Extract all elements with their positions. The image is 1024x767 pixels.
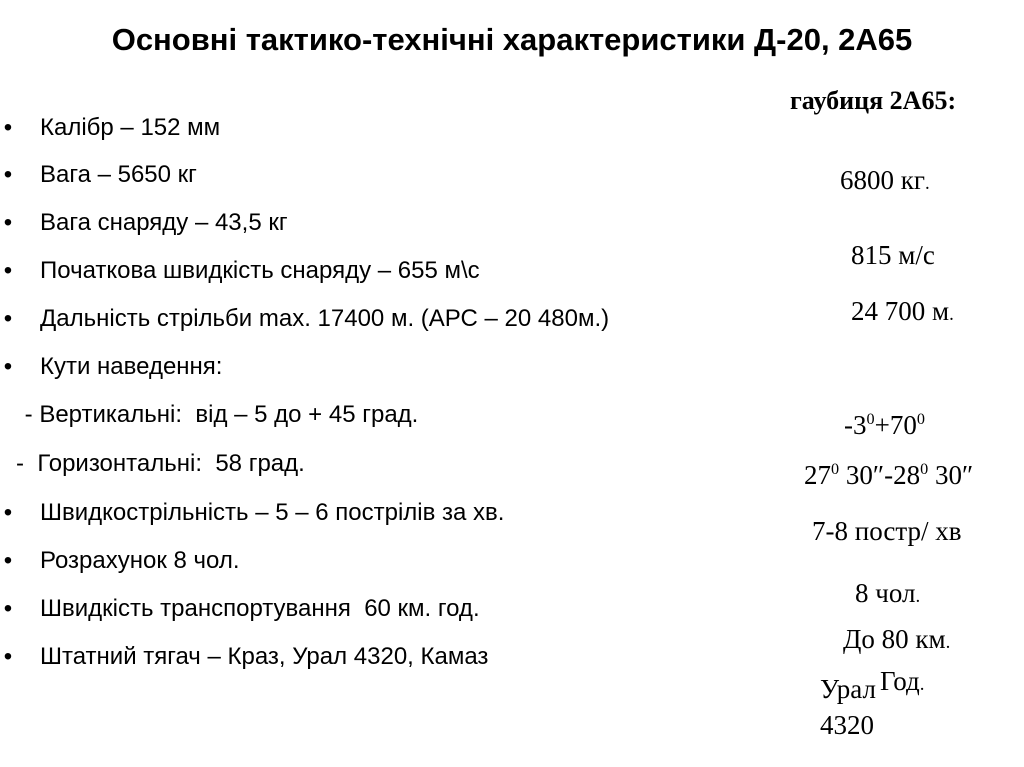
range-number: 24 700 м — [851, 296, 950, 326]
vertical-min: -3 — [844, 410, 867, 440]
speed-2a65 — [843, 626, 950, 653]
horizontal-middle: 30″-28 — [839, 460, 921, 490]
horizontal-angle-2a65 — [804, 462, 973, 489]
speed-unit-period: . — [919, 674, 925, 695]
weight-value-2a65 — [840, 167, 930, 194]
vertical-angle-2a65 — [844, 412, 925, 439]
velocity-value-2a65: 815 м/с — [851, 240, 935, 270]
tractor-model-2a65: 4320 — [820, 710, 874, 740]
list-item-text: Дальність стрільби max. 17400 м. (АРС – 20 480м.) — [40, 305, 610, 332]
speed-number: До 80 км — [843, 624, 946, 654]
list-item-text: Штатний тягач – Краз, Урал 4320, Камаз — [40, 643, 489, 670]
bullet-icon: • — [3, 114, 13, 141]
crew-period: . — [915, 586, 921, 607]
list-item-text: Вага снаряду – 43,5 кг — [40, 209, 288, 236]
degree-sign: 0 — [831, 460, 840, 478]
speed-period: . — [945, 632, 951, 653]
bullet-icon: • — [3, 161, 13, 188]
bullet-icon: • — [3, 305, 13, 332]
speed-unit-text: Год — [880, 666, 920, 696]
slide-title: Основні тактико-технічні характеристики Д-20, 2А65 — [111, 22, 913, 57]
list-item-text: - Вертикальні: від – 5 до + 45 град. — [18, 401, 419, 428]
list-item-text: Вага – 5650 кг — [40, 161, 197, 188]
list-item-text: Калібр – 152 мм — [40, 114, 221, 141]
crew-number: 8 чол — [855, 578, 916, 608]
bullet-icon: • — [3, 547, 13, 574]
speed-unit-2a65 — [880, 668, 924, 695]
bullet-icon: • — [3, 499, 13, 526]
tractor-name-2a65: Урал — [820, 674, 876, 704]
list-item-text: Розрахунок 8 чол. — [40, 547, 240, 574]
list-item-text: Швидкість транспортування 60 км. год. — [40, 595, 480, 622]
horizontal-left: 27 — [804, 460, 831, 490]
range-period: . — [949, 304, 954, 325]
range-value-2a65 — [851, 298, 954, 325]
degree-sign: 0 — [866, 410, 875, 428]
bullet-icon: • — [3, 209, 13, 236]
vertical-max: +70 — [874, 410, 917, 440]
list-item-text: - Горизонтальні: 58 град. — [16, 450, 305, 477]
degree-sign: 0 — [920, 460, 929, 478]
fire-rate-2a65: 7-8 постр/ хв — [812, 516, 962, 546]
bullet-icon: • — [3, 257, 13, 284]
weight-number: 6800 кг — [840, 165, 925, 195]
bullet-icon: • — [3, 643, 13, 670]
bullet-icon: • — [3, 595, 13, 622]
degree-sign: 0 — [916, 410, 925, 428]
bullet-icon: • — [3, 353, 13, 380]
crew-2a65 — [855, 580, 920, 607]
horizontal-right: 30″ — [928, 460, 974, 490]
list-item-text: Кути наведення: — [40, 353, 223, 380]
list-item-text: Швидкострільність – 5 – 6 пострілів за хв. — [40, 499, 505, 526]
weight-period: . — [924, 173, 930, 194]
howitzer-2a65-header: гаубиця 2А65: — [790, 86, 957, 115]
list-item-text: Початкова швидкість снаряду – 655 м\с — [40, 257, 480, 284]
